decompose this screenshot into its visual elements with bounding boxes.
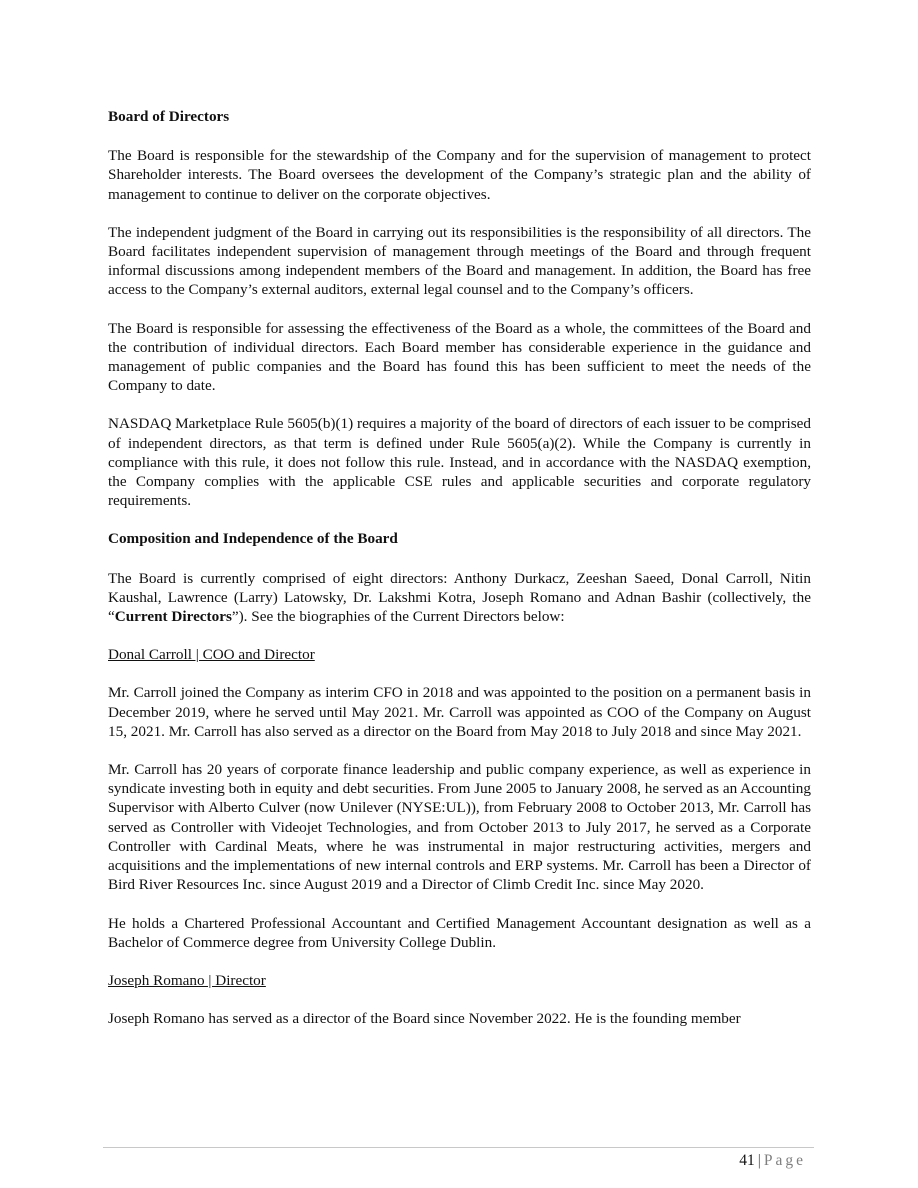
defined-term-current-directors: Current Directors xyxy=(114,608,232,626)
section-heading-composition: Composition and Independence of the Board xyxy=(108,530,398,548)
paragraph-board-assessment: The Board is responsible for assessing the effectiveness of the Board as a whole, the committees of the Board and the contribution of individual directors. Each Board member has considerable experience in the guidance and management of public companies and the Board has found this has been sufficient to meet the needs of the Company to date. xyxy=(108,319,811,395)
paragraph-nasdaq-rule: NASDAQ Marketplace Rule 5605(b)(1) requires a majority of the board of directors of each issuer to be comprised of independent directors, as that term is defined under Rule 5605(a)(2). While the Company is currently in compliance with this rule, it does not follow this rule. Instead, and in accordance with the NASDAQ exemption, the Company complies with the applicable CSE rules and applicable securities and corporate regulatory requirements. xyxy=(108,415,811,510)
footer-divider xyxy=(103,1147,814,1148)
paragraph-board-stewardship: The Board is responsible for the stewardship of the Company and for the supervision of management to protect Shareholder interests. The Board oversees the development of the Company’s strategic plan and the ability of management to continue to deliver on the corporate objectives. xyxy=(108,147,811,203)
paragraph-current-directors xyxy=(108,569,811,627)
bio-paragraph: Mr. Carroll joined the Company as interim CFO in 2018 and was appointed to the position on a permanent basis in December 2019, where he served until May 2021. Mr. Carroll was appointed as COO of the Company on August 15, 2021. Mr. Carroll has also served as a director on the Board from May 2018 to July 2018 and since May 2021. xyxy=(108,684,811,740)
bio-title-donal-carroll: Donal Carroll | COO and Director xyxy=(108,646,315,664)
intro-text: The Board is currently comprised of eight directors: Anthony Durkacz, Zeeshan Saeed, Donal Carroll, Nitin Kaushal, Lawrence (Larry) Latowsky, Dr. Lakshmi Kotra, Joseph Romano and Adnan Bashir (collectively, the “ xyxy=(108,569,811,626)
section-heading-board-of-directors: Board of Directors xyxy=(108,108,230,125)
intro-text-end: ”). See the biographies of the Current Directors below: xyxy=(231,608,565,626)
bio-title-joseph-romano: Joseph Romano | Director xyxy=(108,971,266,989)
bio-paragraph: Joseph Romano has served as a director of the Board since November 2022. He is the founding member xyxy=(108,1010,741,1028)
page-number: 41 xyxy=(739,1152,755,1169)
bio-paragraph: He holds a Chartered Professional Accountant and Certified Management Accountant designation as well as a Bachelor of Commerce degree from University College Dublin. xyxy=(108,914,811,951)
paragraph-independent-judgment: The independent judgment of the Board in carrying out its responsibilities is the responsibility of all directors. The Board facilitates independent supervision of management through meetings of the Board and through frequent informal discussions among independent members of the Board and management. In addition, the Board has free access to the Company’s external auditors, external legal counsel and to the Company’s officers. xyxy=(108,223,811,299)
page-label: Page xyxy=(763,1152,806,1169)
footer-separator: | xyxy=(757,1152,761,1169)
bio-paragraph: Mr. Carroll has 20 years of corporate finance leadership and public company experience, as well as experience in syndicate investing both in equity and debt securities. From June 2005 to January 2008, he served as an Accounting Supervisor with Alberto Culver (now Unilever (NYSE:UL)), from February 2008 to October 2013, Mr. Carroll has served as Controller with Videojet Technologies, and from October 2013 to July 2017, he served as a Corporate Controller with Cardinal Meats, where he was instrumental in major restructuring activities, mergers and acquisitions and the implementations of new internal controls and ERP systems. Mr. Carroll has been a Director of Bird River Resources Inc. since August 2019 and a Director of Climb Credit Inc. since May 2020. xyxy=(108,761,811,894)
page-content xyxy=(108,107,811,1047)
page-footer xyxy=(739,1151,806,1170)
